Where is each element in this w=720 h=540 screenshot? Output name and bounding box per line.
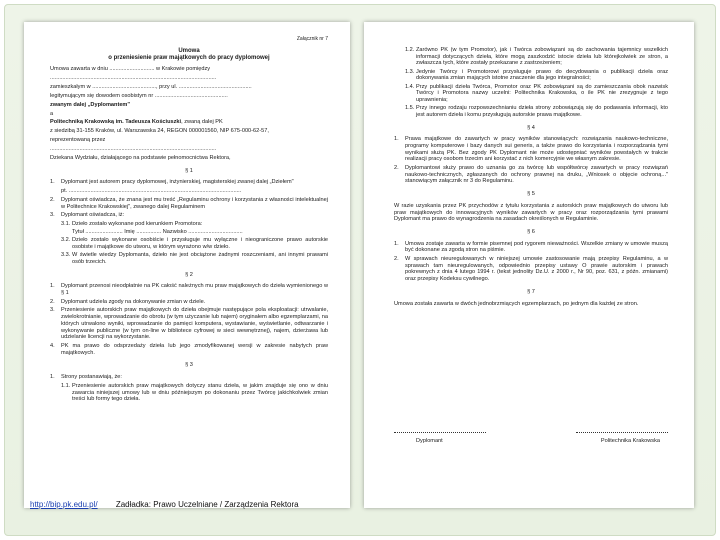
section-6-heading: § 6 bbox=[527, 228, 535, 235]
section-4-items bbox=[394, 136, 668, 185]
and-word: a bbox=[50, 110, 54, 117]
section-3-continued bbox=[394, 47, 668, 119]
residence-line: zamieszkałym w ........................................., przy ul. ............................................... bbox=[50, 83, 252, 90]
sub-item: 1.4. Przy publikacji dzieła Twórca, Promotor oraz PK zobowiązani są do zamieszczania obok nazwisk Twórcy i Promotora nazwy uczelni: Politechnika Krakowska, o ile PK nie zrezygnuje z tego uprawnienia; bbox=[405, 83, 668, 103]
represented-by: reprezentowaną przez bbox=[50, 137, 106, 144]
sub-item: 3.1. Dzieło zostało wykonane pod kierunkiem Promotora: bbox=[61, 220, 203, 227]
section-2-items bbox=[50, 283, 328, 356]
university-address: z siedzibą 31-155 Kraków, ul. Warszawska 24, REGON 000001560, NIP 675-000-62-57, bbox=[50, 128, 269, 135]
list-item: 1. Dyplomant jest autorem pracy dyplomowej, inżynierskiej, magisterskiej zwanej dalej „Dziełem" bbox=[50, 179, 294, 186]
dots-line: ........................................................................................................... bbox=[50, 75, 217, 81]
section-5-text: W razie uzyskania przez PK przychodów z tytułu korzystania z autorskich praw majątkowych do utworu lub praw majątkowych do innowacyjnych wyników zawartych w pracy oraz rozporządzania tymi prawami Dyplomant ma prawo do wynagrodzenia na zasadach określonych w Regulaminie. bbox=[394, 202, 668, 223]
list-item: 1. Strony postanawiają, że: bbox=[50, 374, 122, 381]
intro-line: Umowa zawarta w dniu ............................. w Krakowie pomiędzy bbox=[50, 66, 211, 73]
list-item: 1. Prawa majątkowe do zawartych w pracy wyników stanowiących: rozwiązania naukowo-techniczne, programy komputerowe i bazy danych sui generis, a także prawo do korzystania i rozporządzania tymi wynikami służą PK. Bez zgody PK Dyplomant nie może udostępniać wyników powstałych w trakcie realizacji pracy osobom trzecim ani korzystać z nich komercyjnie we własnym zakresie. bbox=[394, 136, 668, 163]
dean-line: Dziekana Wydziału, działającego na podstawie pełnomocnictwa Rektora, bbox=[50, 155, 231, 162]
list-item: pt. ............................................................................................................... bbox=[61, 188, 242, 195]
signature-line-university bbox=[576, 432, 668, 433]
section-1-heading: § 1 bbox=[185, 167, 193, 174]
attachment-label: Załącznik nr 7 bbox=[296, 36, 328, 42]
section-3-items bbox=[50, 374, 328, 403]
sub-item: 3.2. Dzieło zostało wykonane osobiście i przysługuje mu wyłączne i nieograniczone prawo autorskie osobiste i majątkowe do utworu, w którym wyrażono w/w dzieło. bbox=[61, 237, 328, 251]
list-item: 1. Umowa zostaje zawarta w formie pisemnej pod rygorem nieważności. Wszelkie zmiany w umowie muszą być dokonane za zgodą stron na piśmie. bbox=[394, 240, 668, 254]
section-7-text: Umowa została zawarta w dwóch jednobrzmiących egzemplarzach, po jednym dla każdej ze stron. bbox=[394, 300, 639, 307]
section-6-items bbox=[394, 241, 668, 283]
contract-title: Umowa o przeniesienie praw majątkowych do pracy dyplomowej bbox=[108, 47, 270, 61]
sub-item: 1.3. Jedynie Twórcy i Promotorowi przysługuje prawo do decydowania o publikacji dzieła oraz dokonywania zmian mających istotne znaczenie dla jego integralności; bbox=[405, 68, 668, 82]
party-university: Politechniką Krakowską im. Tadeusza Kościuszki, zwaną dalej PK bbox=[50, 119, 223, 126]
section-5-heading: § 5 bbox=[527, 191, 535, 198]
party-graduate: zwanym dalej „Dyplomantem" bbox=[50, 101, 131, 108]
sub-item: Tytuł ........................ Imię ................ Nazwisko ................................... bbox=[72, 229, 243, 236]
footer bbox=[30, 500, 299, 509]
signature-block bbox=[394, 432, 668, 452]
list-item: 2. Dyplomant udziela zgody na dokonywanie zmian w dziele. bbox=[50, 298, 206, 305]
signature-label-graduate: Dyplomant bbox=[416, 438, 443, 444]
list-item: 4. PK ma prawo do odsprzedaży dzieła lub jego zmodyfikowanej wersji w zakresie nabytych praw majątkowych. bbox=[50, 342, 328, 356]
bookmark-label: Zadładka: Prawo Uczelniane / Zarządzenia Rektora bbox=[115, 500, 299, 509]
signature-label-university: Politechnika Krakowska bbox=[600, 438, 660, 444]
list-item: 3. Dyplomant oświadcza, iż: bbox=[50, 212, 125, 219]
list-item: 2. Dyplomantowi służy prawo do uznania go za twórcę lub współtwórcę zawartych w pracy rozwiązań naukowo-technicznych, zgłaszanych do ochrony prawnej na druku, „Wniosek o objęcie ochroną..." stanowiącym załącznik nr 3 do Regulaminu. bbox=[394, 165, 668, 185]
id-line: legitymującym się dowodem osobistym nr ............................................... bbox=[50, 92, 228, 99]
section-1-items bbox=[50, 179, 328, 265]
list-item: 2. W sprawach nieuregulowanych w niniejszej umowie zastosowanie mają przepisy Regulaminu, a w sprawach tam nieuregulowanych, odpowiednio przepisy ustawy O prawie autorskim i prawach pokrewnych z dnia 4 lutego 1994 r. (tekst jednolity Dz.U. z 2000 r., Nr 90, poz. 631, z późn. zmianami) oraz przepisy Kodeksu cywilnego. bbox=[394, 256, 668, 283]
signature-line-graduate bbox=[394, 432, 486, 433]
document-page-right bbox=[364, 22, 694, 508]
bip-link[interactable]: http://bip.pk.edu.pl/ bbox=[30, 500, 98, 509]
section-2-heading: § 2 bbox=[185, 271, 193, 278]
sub-item: 1.2. Zarówno PK (w tym Promotor), jak i Twórca zobowiązani są do zachowania tajemnicy wszelkich informacji dotyczących dzieła, które mogą zaszkodzić istocie dzieła lub którejkolwiek ze stron, a zwłaszcza tych, które zostały przekazane z zastrzeżeniem; bbox=[405, 47, 668, 67]
sub-item: 1.5. Przy innego rodzaju rozpowszechnianiu dzieła strony zobowiązują się do podawania informacji, kto jest autorem dzieła i komu przysługują autorskie prawa majątkowe. bbox=[405, 105, 668, 118]
document-page-left bbox=[24, 22, 350, 508]
rep-dots: ........................................................................................................... bbox=[50, 146, 217, 153]
section-3-heading: § 3 bbox=[185, 362, 193, 369]
sub-item: 3.3. W świetle wiedzy Dyplomanta, dzieło nie jest obciążone żadnymi roszczeniami, ani innymi prawami osób trzecich. bbox=[61, 252, 328, 265]
list-item: 2. Dyplomant oświadcza, że znana jest mu treść „Regulaminu ochrony i korzystania z własności intelektualnej w Politechnice Krakowskiej", zwanego dalej Regulaminem bbox=[50, 196, 328, 210]
sub-item: 1.1. Przeniesienie autorskich praw majątkowych dotyczy stanu dzieła, w jakim znajduje się ono w dniu zawarcia niniejszej umowy lub w dniu późniejszym po dokonaniu przez Twórcę jakichkolwiek zmian treści lub formy tego dzieła. bbox=[61, 382, 328, 403]
section-7-heading: § 7 bbox=[527, 288, 535, 295]
list-item: 1. Dyplomant przenosi nieodpłatnie na PK całość należnych mu praw majątkowych do dzieła wymienionego w § 1 bbox=[50, 283, 328, 297]
section-4-heading: § 4 bbox=[527, 124, 535, 131]
list-item: 3. Przeniesienie autorskich praw majątkowych do dzieła obejmuje następujące pola eksploatacji: utrwalanie, zwielokrotnianie, wprowadzanie do obrotu (w tym użyczanie lub najem) oryginałem albo egzemplarzami, na których utrwalono wyniki, wprowadzanie do pamięci komputera, wystawianie, wyświetlanie, odtwarzanie i wykonywanie publiczne (w tym on-line w bibliotece cyfrowej w sieci wewnętrznej), najem, dzierżawa lub udzielanie licencji na wykorzystanie. bbox=[50, 307, 328, 341]
